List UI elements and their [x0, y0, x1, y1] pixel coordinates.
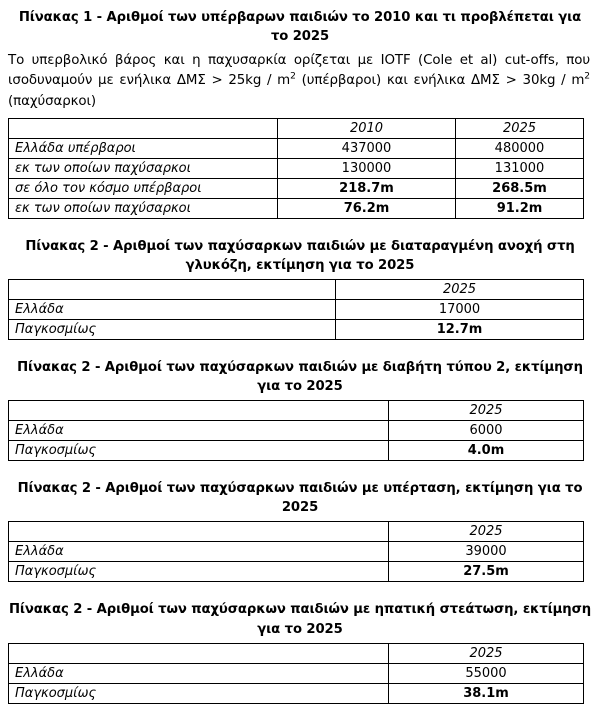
table-row — [9, 441, 584, 461]
table-1 — [8, 118, 584, 219]
table-5-row-1-value-2025: 38.1m — [389, 683, 584, 703]
intro-superscript-1: 2 — [290, 71, 296, 82]
table-1-intro-paragraph — [8, 51, 590, 111]
table-1-row-3-label: εκ των οποίων παχύσαρκοι — [9, 198, 278, 218]
table-row — [9, 421, 584, 441]
table-1-title: Πίνακας 1 - Αριθμοί των υπέρβαρων παιδιών το 2010 και τι προβλέπεται για το 2025 — [18, 10, 582, 45]
table-row — [9, 158, 584, 178]
table-row — [9, 138, 584, 158]
table-2-row-1-value-2025: 12.7m — [336, 319, 584, 339]
table-4-row-0-value-2025: 39000 — [389, 542, 584, 562]
table-2-title: Πίνακας 2 - Αριθμοί των παχύσαρκων παιδιών με διαταραγμένη ανοχή στη γλυκόζη, εκτίμηση για το 2025 — [25, 238, 575, 273]
table-2-row-0-label: Ελλάδα — [9, 299, 336, 319]
table-1-header-2025: 2025 — [456, 118, 584, 138]
table-row-header — [9, 643, 584, 663]
table-5-header-2025: 2025 — [389, 643, 584, 663]
table-2 — [8, 279, 584, 340]
table-row — [9, 663, 584, 683]
table-row-header — [9, 118, 584, 138]
table-2-row-0-value-2025: 17000 — [336, 299, 584, 319]
table-3-header-2025: 2025 — [389, 401, 584, 421]
table-1-row-2-value-2010: 218.7m — [278, 178, 456, 198]
table-1-row-3-value-2010: 76.2m — [278, 198, 456, 218]
table-4-row-1-label: Παγκοσμίως — [9, 562, 389, 582]
table-3-row-0-label: Ελλάδα — [9, 421, 389, 441]
table-row — [9, 683, 584, 703]
table-4-row-0-label: Ελλάδα — [9, 542, 389, 562]
table-1-row-2-value-2025: 268.5m — [456, 178, 584, 198]
table-3-row-1-value-2025: 4.0m — [389, 441, 584, 461]
table-row-header — [9, 522, 584, 542]
table-1-header-blank — [9, 118, 278, 138]
spacer-3 — [0, 461, 600, 479]
table-3-row-1-label: Παγκοσμίως — [9, 441, 389, 461]
table-1-row-1-value-2025: 131000 — [456, 158, 584, 178]
table-1-row-3-value-2025: 91.2m — [456, 198, 584, 218]
intro-text-part-3: (παχύσαρκοι) — [8, 93, 97, 109]
table-5-title: Πίνακας 2 - Αριθμοί των παχύσαρκων παιδιών με ηπατική στεάτωση, εκτίμηση για το 2025 — [8, 602, 592, 637]
table-row — [9, 319, 584, 339]
table-3-row-0-value-2025: 6000 — [389, 421, 584, 441]
table-2-row-1-label: Παγκοσμίως — [9, 319, 336, 339]
spacer-4 — [0, 582, 600, 600]
table-1-header-2010: 2010 — [278, 118, 456, 138]
table-1-row-0-value-2010: 437000 — [278, 138, 456, 158]
intro-text-part-2: (υπέρβαροι) και ενήλικα ΔΜΣ > 30kg / m — [295, 73, 585, 89]
table-4-header-blank — [9, 522, 389, 542]
table-5-row-0-label: Ελλάδα — [9, 663, 389, 683]
intro-superscript-2: 2 — [584, 71, 590, 82]
table-4-row-1-value-2025: 27.5m — [389, 562, 584, 582]
table-1-row-0-value-2025: 480000 — [456, 138, 584, 158]
table-4-header-2025: 2025 — [389, 522, 584, 542]
table-3-title: Πίνακας 2 - Αριθμοί των παχύσαρκων παιδιών με διαβήτη τύπου 2, εκτίμηση για το 2025 — [17, 359, 583, 395]
intro-text-part-1: Το υπερβολικό βάρος και η παχυσαρκία ορίζεται με IOTF (Cole et al) cut-offs, που ισοδυναμούν με ενήλικα ΔΜΣ > 25kg / m — [8, 53, 590, 89]
table-row — [9, 178, 584, 198]
table-5-row-1-label: Παγκοσμίως — [9, 683, 389, 703]
table-5-row-0-value-2025: 55000 — [389, 663, 584, 683]
table-row — [9, 299, 584, 319]
table-5-header-blank — [9, 643, 389, 663]
table-2-header-blank — [9, 279, 336, 299]
table-1-row-1-value-2010: 130000 — [278, 158, 456, 178]
table-row-header — [9, 279, 584, 299]
spacer-2 — [0, 340, 600, 358]
spacer-1 — [0, 219, 600, 237]
table-row — [9, 198, 584, 218]
table-3 — [8, 400, 584, 461]
table-1-row-2-label: σε όλο τον κόσμο υπέρβαροι — [9, 178, 278, 198]
table-3-header-blank — [9, 401, 389, 421]
table-4-title: Πίνακας 2 - Αριθμοί των παχύσαρκων παιδιών με υπέρταση, εκτίμηση για το 2025 — [17, 481, 583, 516]
table-row — [9, 562, 584, 582]
table-2-header-2025: 2025 — [336, 279, 584, 299]
table-1-row-0-label: Ελλάδα υπέρβαροι — [9, 138, 278, 158]
table-row — [9, 542, 584, 562]
table-4 — [8, 521, 584, 582]
table-1-row-1-label: εκ των οποίων παχύσαρκοι — [9, 158, 278, 178]
table-row-header — [9, 401, 584, 421]
